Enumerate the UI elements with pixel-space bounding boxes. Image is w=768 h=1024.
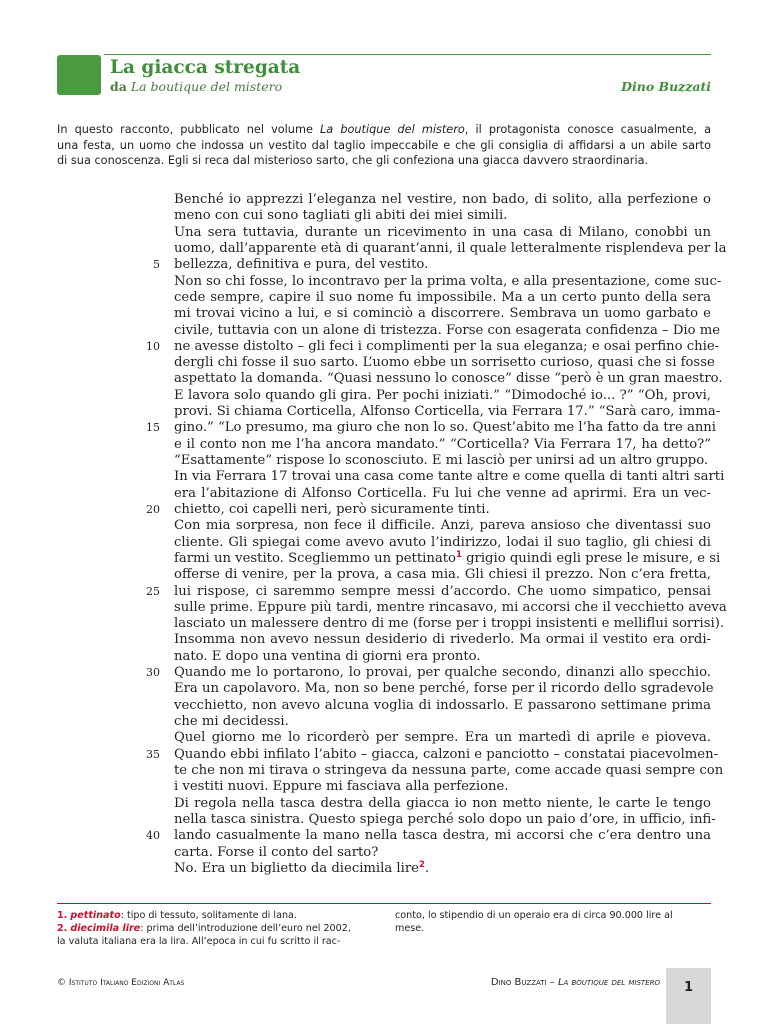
line-number: 15 (146, 421, 160, 435)
body-line: i vestiti nuovi. Eppure mi fasciava alla perfezione. (174, 779, 509, 795)
body-line: lasciato un malessere dentro di me (forse per i troppi insistenti e melliflui sorrisi). (174, 616, 725, 632)
body-line: farmi un vestito. Scegliemmo un pettinato$^1$ grigio quindi egli prese le misure, e si (174, 549, 721, 566)
footnote-2-cont: la valuta italiana era la lira. All’epoca in cui fu scritto il rac- (57, 936, 341, 948)
footer-separator: – (546, 977, 558, 988)
body-line: chietto, coi capelli neri, però sicuramente tinti. (174, 501, 490, 517)
story-subtitle (110, 79, 282, 94)
subtitle-book: La boutique del mistero (130, 79, 283, 94)
body-line: “Esattamente” rispose lo sconosciuto. E mi lasciò per unirsi ad un altro gruppo. (174, 453, 709, 468)
body-line: Quando me lo portarono, lo provai, per qualche secondo, dinanzi allo specchio. (174, 665, 711, 681)
footnotes-column-left (57, 909, 383, 949)
intro-line: una festa, un uomo che indossa un vestito dal taglio impeccabile e che gli consiglia di affidarsi a un abile sarto (57, 138, 711, 152)
body-line: sulle prime. Eppure più tardi, mentre rincasavo, mi accorsi che il vecchietto aveva (174, 599, 727, 615)
body-line: nato. E dopo una ventina di giorni era pronto. (174, 648, 481, 664)
footer-book: La boutique del mistero (557, 977, 660, 988)
footnotes-column-right (395, 909, 711, 935)
body-line: gino.” “Lo presumo, ma giuro che non lo so. Quest’abito me l’ha fatto da tre anni (174, 420, 717, 436)
body-line: No. Era un biglietto da diecimila lire$^2$. (174, 859, 430, 876)
body-line: uomo, dall’apparente età di quarant’anni, il quale letteralmente risplendeva per la (174, 240, 727, 256)
page-number-box (666, 968, 711, 1024)
body-line: Una sera tuttavia, durante un ricevimento in una casa di Milano, conobbi un (174, 224, 711, 240)
body-line: carta. Forse il conto del sarto? (174, 844, 379, 860)
line-number: 30 (146, 666, 160, 680)
body-line: aspettato la domanda. “Quasi nessuno lo conosce” disse “però è un gran maestro. (174, 371, 723, 387)
body-line: lui rispose, ci saremmo sempre messi d’accordo. Che uomo simpatico, pensai (174, 583, 711, 599)
intro-line: In questo racconto, pubblicato nel volume La boutique del mistero, il protagonista conosce casualmente, a (57, 123, 712, 136)
body-line: vecchietto, non avevo alcuna voglia di indossarlo. E passarono settimane prima (174, 697, 711, 713)
line-number: 40 (146, 829, 160, 843)
body-line: Con mia sorpresa, non fece il difficile. Anzi, pareva ansioso che diventassi suo (174, 518, 711, 534)
footnote-2-cont: conto, lo stipendio di un operaio era di circa 90.000 lire al (395, 910, 673, 921)
body-line: cede sempre, capire il suo nome fu impossibile. Ma a un certo punto della sera (174, 289, 711, 305)
body-line: mi trovai vicino a lui, e si cominciò a discorrere. Sembrava un uomo garbato e (174, 306, 711, 322)
footer-running-title (491, 977, 660, 988)
body-line: e il conto non me l’ha ancora mandato.” “Corticella? Via Ferrara 17, ha detto?” (174, 436, 711, 452)
footer-publisher: © Istituto Italiano Edizioni Atlas (57, 978, 185, 988)
footnote-ref-2[interactable]: 2 (418, 859, 425, 870)
body-line: Era un capolavoro. Ma, non so bene perché, forse per il ricordo dello sgradevole (174, 681, 714, 697)
line-number: 20 (146, 503, 160, 517)
body-line: civile, tuttavia con un alone di tristezza. Forse con esagerata confidenza – Dio me (174, 322, 721, 338)
footnote-ref-1[interactable]: 1 (455, 549, 462, 560)
footnote-2: 2. diecimila lire: prima dell’introduzione dell’euro nel 2002, (57, 923, 351, 935)
body-line: E lavora solo quando gli gira. Per pochi iniziati.” “Dimodoché io... ?” “Oh, provi, (174, 387, 711, 403)
body-line: Di regola nella tasca destra della giacca io non metto niente, le carte le tengo (174, 795, 711, 811)
chapter-marker (57, 55, 101, 95)
body-line: era l’abitazione di Alfonso Corticella. Fu lui che venne ad aprirmi. Era un vec- (174, 485, 711, 501)
header-rule (104, 54, 711, 55)
footnote-rule (57, 903, 711, 904)
body-line: provi. Si chiama Corticella, Alfonso Corticella, via Ferrara 17.” “Sarà caro, imma- (174, 404, 721, 420)
body-line: Quando ebbi infilato l’abito – giacca, calzoni e panciotto – constatai piacevolmen- (174, 746, 719, 762)
body-line: Benché io apprezzi l’eleganza nel vestire, non bado, di solito, alla perfezione o (174, 192, 711, 207)
intro-line: di sua conoscenza. Egli si reca dal misterioso sarto, che gli confeziona una giacca davvero straordinaria. (57, 154, 649, 168)
body-line: nella tasca sinistra. Questo spiega perché solo dopo un paio d’ore, in ufficio, infi- (174, 811, 716, 827)
footnote-1: 1. pettinato: tipo di tessuto, solitamente di lana. (57, 910, 297, 921)
story-author: Dino Buzzati (621, 79, 711, 94)
body-line: Non so chi fosse, lo incontravo per la prima volta, e alla presentazione, come suc- (174, 273, 722, 289)
story-body (174, 192, 727, 877)
body-line: meno con cui sono tagliati gli abiti dei miei simili. (174, 208, 508, 224)
footnote-2-cont: mese. (395, 923, 425, 935)
body-line: bellezza, definitiva e pura, del vestito. (174, 257, 429, 273)
subtitle-prefix: da (110, 79, 127, 94)
body-line: che mi decidessi. (174, 714, 289, 729)
body-line: In via Ferrara 17 trovai una casa come tante altre e come quella di tanti altri sarti (174, 469, 725, 485)
page-number: 1 (683, 980, 694, 995)
line-number: 10 (146, 339, 160, 353)
body-line: cliente. Gli spiegai come avevo avuto l’indirizzo, lodai il suo taglio, gli chiesi di (174, 534, 711, 550)
body-line: offerse di venire, per la prova, a casa mia. Gli chiesi il prezzo. Non c’era fretta, (174, 567, 711, 583)
body-line: ne avesse distolto – gli feci i complimenti per la sua eleganza; e osai perfino chie- (174, 338, 720, 354)
line-number: 25 (146, 584, 160, 598)
story-title: La giacca stregata (110, 57, 301, 78)
intro-paragraph (57, 122, 711, 169)
footer-author: Dino Buzzati (490, 977, 547, 988)
body-line: dergli chi fosse il suo sarto. L’uomo ebbe un sorrisetto curioso, quasi che si fosse (174, 355, 715, 371)
line-number: 35 (146, 747, 160, 761)
body-line: Insomma non avevo nessun desiderio di rivederlo. Ma ormai il vestito era ordi- (174, 632, 711, 648)
body-line: te che non mi tirava o stringeva da nessuna parte, come accade quasi sempre con (174, 762, 724, 778)
body-line: lando casualmente la mano nella tasca destra, mi accorsi che c’era dentro una (174, 828, 711, 844)
line-number: 5 (153, 258, 160, 272)
body-line: Quel giorno me lo ricorderò per sempre. Era un martedì di aprile e pioveva. (174, 730, 711, 746)
